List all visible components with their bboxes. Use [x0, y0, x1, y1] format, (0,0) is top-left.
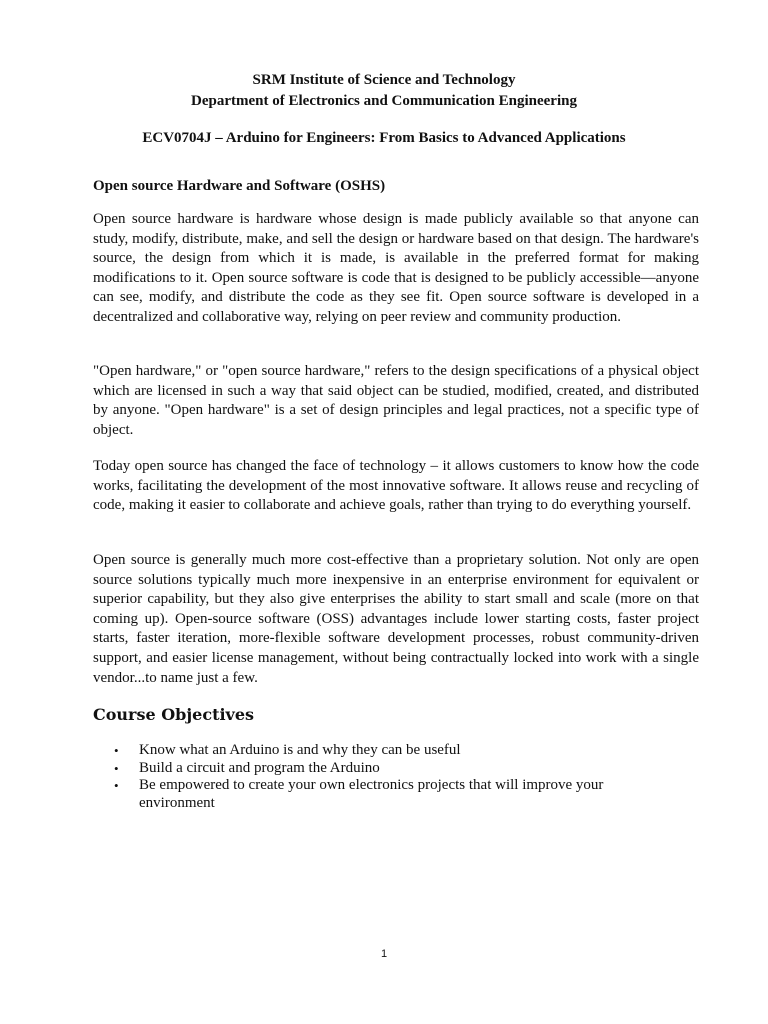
paragraph-oshs-definition: Open source hardware is hardware whose design is made publicly available so that anyone can study, modify, distribute, make, and sell the design or hardware based on that design. The hardware's source, the design from which it is made, is available in the preferred format for making modifications to it. Open source software is code that is designed to be publicly accessible—anyone can see, modify, and distribute the code as they see fit. Open source software is developed in a decentralized and collaborative way, relying on peer review and community production. — [93, 211, 699, 325]
list-item — [93, 777, 653, 812]
bullet-icon: • — [114, 743, 119, 758]
paragraph-open-hardware: "Open hardware," or "open source hardware," refers to the design specifications of a physical object which are licensed in such a way that said object can be studied, modified, created, and distributed by anyone. "Open hardware" is a set of design principles and legal practices, not a specific type of object. — [93, 363, 699, 438]
bullet-icon: • — [114, 760, 119, 776]
course-objectives-list — [93, 742, 653, 812]
list-item — [93, 760, 653, 778]
institution-title: SRM Institute of Science and Technology — [252, 72, 516, 88]
objective-text: Build a circuit and program the Arduino — [139, 759, 380, 776]
course-objectives-heading: Course Objectives — [93, 705, 255, 724]
department-title: Department of Electronics and Communication Engineering — [191, 93, 577, 109]
page-number: 1 — [380, 948, 388, 960]
bullet-icon: • — [114, 778, 119, 793]
paragraph-cost-effective: Open source is generally much more cost-effective than a proprietary solution. Not only are open source solutions typically much more inexpensive in an enterprise environment for equivalent or superior capability, but they also give enterprises the ability to start small and scale (more on that coming up). Open-source software (OSS) advantages include lower starting costs, faster project starts, faster iteration, more-flexible software development processes, robust community-driven support, and easier license management, without being contractually locked into work with a single vendor...to name just a few. — [93, 552, 699, 686]
course-title: ECV0704J – Arduino for Engineers: From Basics to Advanced Applications — [142, 130, 626, 146]
objective-text: Know what an Arduino is and why they can be useful — [139, 742, 461, 758]
paragraph-technology-impact: Today open source has changed the face of technology – it allows customers to know how the code works, facilitating the development of the most innovative software. It allows reuse and recycling of code, making it easier to collaborate and achieve goals, rather than trying to do everything yourself. — [93, 458, 699, 514]
section-title: Open source Hardware and Software (OSHS) — [93, 178, 386, 194]
objective-text: Be empowered to create your own electronics projects that will improve your environment — [139, 777, 604, 811]
list-item — [93, 742, 653, 760]
